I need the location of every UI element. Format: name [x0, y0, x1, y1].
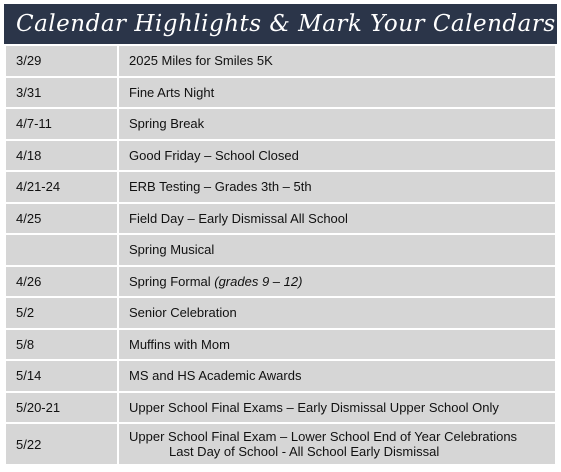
event-date: 4/26 [5, 266, 118, 298]
event-name: Upper School Final Exams – Early Dismissal Upper School Only [118, 392, 556, 424]
table-row [5, 108, 556, 140]
calendar-table [4, 44, 557, 466]
table-row [5, 203, 556, 235]
event-date: 5/20-21 [5, 392, 118, 424]
table-row [5, 297, 556, 329]
event-name: 2025 Miles for Smiles 5K [118, 45, 556, 77]
event-cell [118, 266, 556, 298]
event-date: 5/8 [5, 329, 118, 361]
event-name: Fine Arts Night [118, 77, 556, 109]
event-name: MS and HS Academic Awards [118, 360, 556, 392]
table-row [5, 45, 556, 77]
table-row [5, 392, 556, 424]
table-row [5, 234, 556, 266]
event-name: Upper School Final Exam – Lower School End of Year Celebrations [129, 429, 518, 444]
event-date: 4/21-24 [5, 171, 118, 203]
event-name: Field Day – Early Dismissal All School [118, 203, 556, 235]
table-row [5, 140, 556, 172]
event-date: 3/29 [5, 45, 118, 77]
event-name: Muffins with Mom [118, 329, 556, 361]
event-name: Good Friday – School Closed [118, 140, 556, 172]
event-date: 4/7-11 [5, 108, 118, 140]
table-row [5, 423, 556, 465]
calendar-title: Calendar Highlights & Mark Your Calendars [4, 4, 557, 44]
event-name: Spring Formal [129, 273, 215, 289]
event-name: Spring Musical [118, 234, 556, 266]
event-date [5, 234, 118, 266]
event-date: 5/14 [5, 360, 118, 392]
event-date: 5/2 [5, 297, 118, 329]
table-row [5, 360, 556, 392]
event-note: (grades 9 – 12) [214, 273, 303, 289]
event-name: ERB Testing – Grades 3th – 5th [118, 171, 556, 203]
event-date: 3/31 [5, 77, 118, 109]
table-row [5, 266, 556, 298]
event-date: 4/18 [5, 140, 118, 172]
table-row [5, 329, 556, 361]
table-row [5, 77, 556, 109]
event-name: Senior Celebration [118, 297, 556, 329]
event-cell [118, 423, 556, 465]
event-name-line2: Last Day of School - All School Early Dismissal [169, 444, 440, 459]
table-row [5, 171, 556, 203]
event-date: 5/22 [5, 423, 118, 465]
event-date: 4/25 [5, 203, 118, 235]
event-name: Spring Break [118, 108, 556, 140]
calendar-panel [4, 4, 557, 466]
